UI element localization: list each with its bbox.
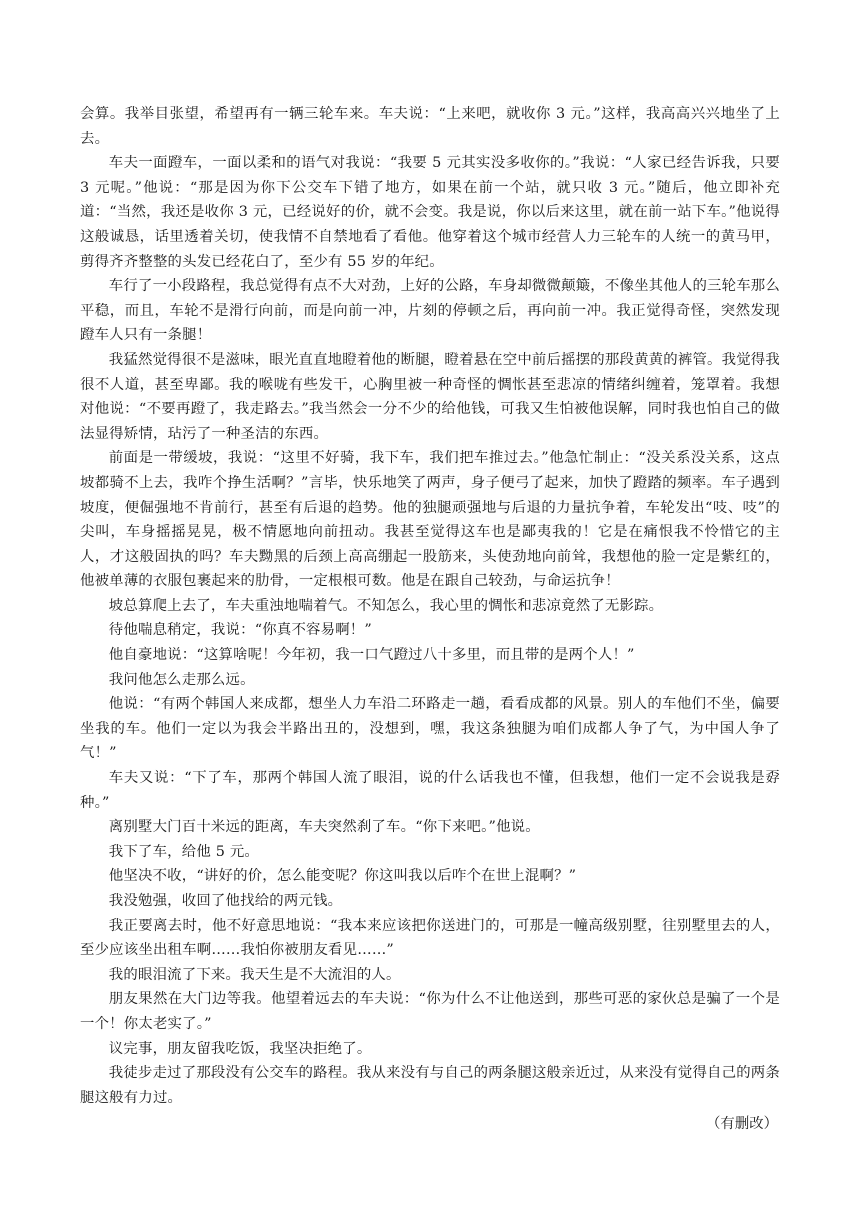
paragraph-12: 离别墅大门百十米远的距离，车夫突然刹了车。“你下来吧。”他说。 <box>108 819 540 836</box>
document-page <box>80 102 780 1137</box>
paragraph-17: 我的眼泪流了下来。我天生是不大流泪的人。 <box>108 966 401 983</box>
paragraph-5: 前面是一带缓坡，我说：“这里不好骑，我下车，我们把车推过去。”他急忙制止：“没关系没关系，这点坡都骑不上去，我咋个挣生活啊？”言毕，快乐地笑了两声，身子便弓了起来，加快了蹬踏的频率。车子遇到坡度，便倔强地不肯前行，甚至有后退的趋势。他的独腿顽强地与后退的力量抗争着，车轮发出“吱、吱”的尖叫，车身摇摇晃晃，极不情愿地向前扭动。我甚至觉得这车也是鄙夷我的！它是在痛恨我不怜惜它的主人，才这般固执的吗？车夫黝黑的后颈上高高绷起一股筋来，头使劲地向前耸，我想他的脸一定是紫红的，他被单薄的衣服包裹起来的肋骨，一定根根可数。他是在跟自己较劲，与命运抗争！ <box>80 450 780 590</box>
paragraph-2: 车夫一面蹬车，一面以柔和的语气对我说：“我要 5 元其实没多收你的。”我说：“人家已经告诉我，只要 3 元呢。”他说：“那是因为你下公交车下错了地方，如果在前一个站，就只收 3 元。”随后，他立即补充道：“当然，我还是收你 3 元，已经说好的价，就不会变。我是说，你以后来这里，就在前一站下车。”他说得这般诚恳，话里透着关切，使我情不自禁地看了看他。他穿着这个城市经营人力三轮车的人统一的黄马甲，剪得齐齐整整的头发已经花白了，至少有 55 岁的年纪。 <box>80 155 780 270</box>
paragraph-9: 我问他怎么走那么远。 <box>108 671 255 688</box>
paragraph-7: 待他喘息稍定，我说：“你真不容易啊！” <box>108 622 372 639</box>
paragraph-4: 我猛然觉得很不是滋味，眼光直直地瞪着他的断腿，瞪着悬在空中前后摇摆的那段黄黄的裤管。我觉得我很不人道，甚至卑鄙。我的喉咙有些发干，心胸里被一种奇怪的惆怅甚至悲凉的情绪纠缠着，笼罩着。我想对他说：“不要再蹬了，我走路去。”我当然会一分不少的给他钱，可我又生怕被他误解，同时我也怕自己的做法显得矫情，玷污了一种圣洁的东西。 <box>80 351 780 442</box>
edit-note: （有删改） <box>706 1116 778 1133</box>
paragraph-19: 议完事，朋友留我吃饭，我坚决拒绝了。 <box>108 1040 372 1057</box>
paragraph-3: 车行了一小段路程，我总觉得有点不大对劲，上好的公路，车身却微微颠簸，不像坐其他人的三轮车那么平稳，而且，车轮不是滑行向前，而是向前一冲，片刻的停顿之后，再向前一冲。我正觉得奇怪，突然发现蹬车人只有一条腿！ <box>80 278 780 344</box>
paragraph-10: 他说：“有两个韩国人来成都，想坐人力车沿二环路走一趟，看看成都的风景。别人的车他们不坐，偏要坐我的车。他们一定以为我会半路出丑的，没想到，嘿，我这条独腿为咱们成都人争了气，为中国人争了气！” <box>80 696 780 762</box>
paragraph-14: 他坚决不收，“讲好的价，怎么能变呢？你这叫我以后咋个在世上混啊？” <box>108 868 577 885</box>
paragraph-18: 朋友果然在大门边等我。他望着远去的车夫说：“你为什么不让他送到，那些可恶的家伙总是骗了一个是一个！你太老实了。” <box>80 991 780 1032</box>
paragraph-11: 车夫又说：“下了车，那两个韩国人流了眼泪，说的什么话我也不懂，但我想，他们一定不会说我是孬种。” <box>80 770 780 811</box>
paragraph-16: 我正要离去时，他不好意思地说：“我本来应该把你送进门的，可那是一幢高级别墅，往别墅里去的人，至少应该坐出租车啊……我怕你被朋友看见……” <box>80 917 780 959</box>
paragraph-15: 我没勉强，收回了他找给的两元钱。 <box>108 893 343 909</box>
paragraph-20: 我徒步走过了那段没有公交车的路程。我从来没有与自己的两条腿这般亲近过，从来没有觉得自己的两条腿这般有力过。 <box>80 1065 780 1106</box>
paragraph-13: 我下了车，给他 5 元。 <box>108 843 260 860</box>
paragraph-6: 坡总算爬上去了，车夫重浊地喘着气。不知怎么，我心里的惆怅和悲凉竟然了无影踪。 <box>108 597 664 614</box>
paragraph-8: 他自豪地说：“这算啥呢！今年初，我一口气蹬过八十多里，而且带的是两个人！” <box>108 647 635 664</box>
paragraph-1: 会算。我举目张望，希望再有一辆三轮车来。车夫说：“上来吧，就收你 3 元。”这样，我高高兴兴地坐了上去。 <box>80 106 780 147</box>
